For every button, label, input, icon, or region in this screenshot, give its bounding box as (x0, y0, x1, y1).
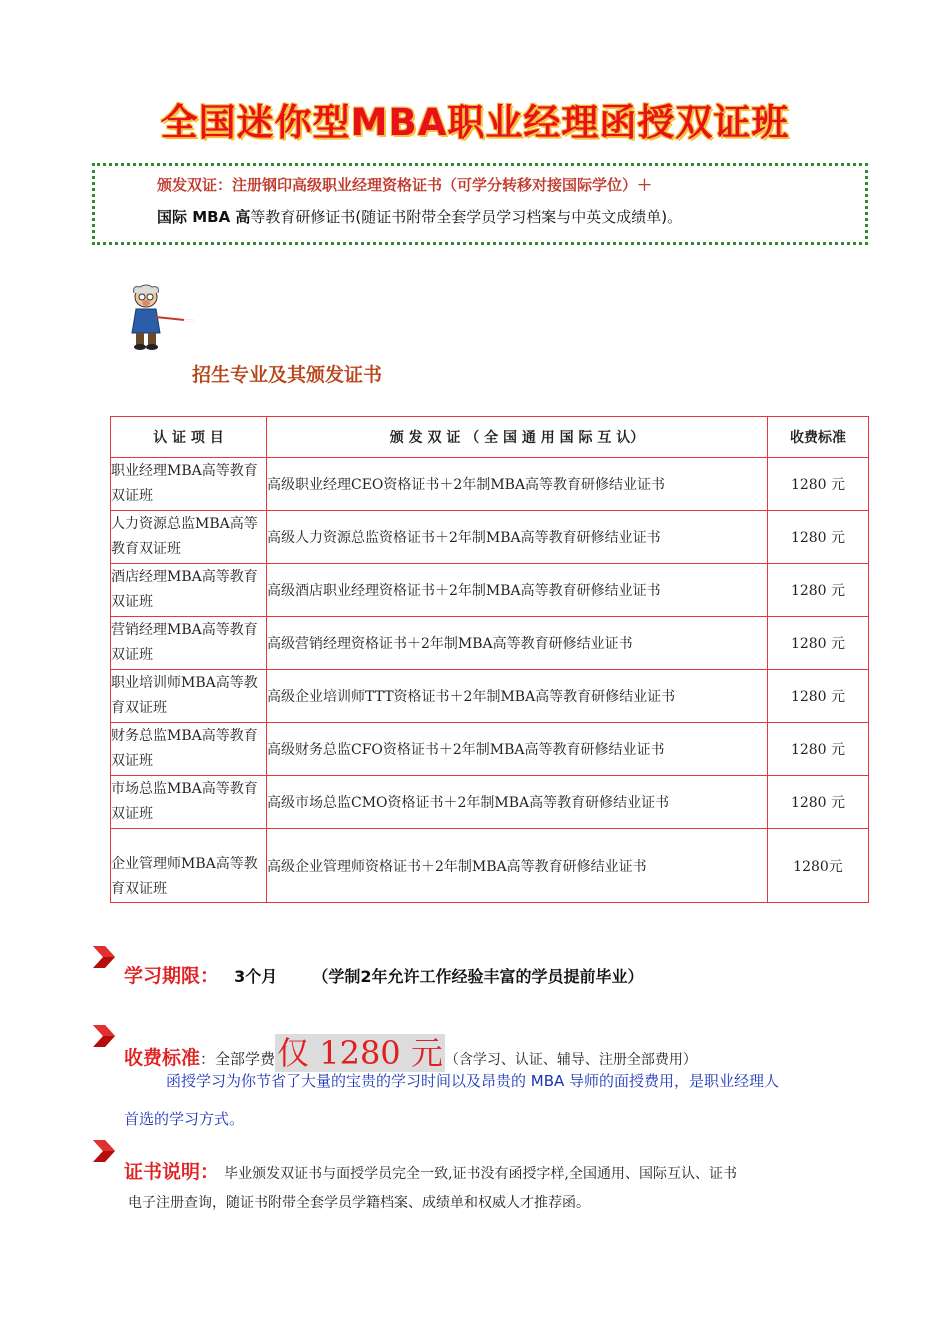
table-row (111, 458, 869, 511)
fee-note-line-2: 首选的学习方式。 (124, 1110, 245, 1128)
program-fee: 1280 元 (768, 723, 869, 776)
fee-prefix: 全部学费 (215, 1050, 276, 1068)
header-program: 认 证 项 目 (111, 417, 267, 458)
fee-colon: ： (200, 1050, 216, 1068)
cert-note-text-1: 毕业颁发双证书与面授学员完全一致,证书没有函授字样,全国通用、国际互认、证书 (224, 1166, 738, 1182)
program-fee: 1280 元 (768, 564, 869, 617)
cert-note-line-2: 电子注册查询，随证书附带全套学员学籍档案、成绩单和权威人才推荐函。 (128, 1195, 590, 1211)
table-header-row (111, 417, 869, 458)
program-fee: 1280 元 (768, 670, 869, 723)
majors-table (110, 416, 869, 903)
table-row (111, 776, 869, 829)
program-name: 职业培训师MBA高等教育双证班 (111, 670, 267, 723)
arrow-bullet-icon (91, 944, 117, 970)
program-fee: 1280 元 (768, 511, 869, 564)
study-period-value: 3个月 (234, 967, 278, 986)
fee-line (124, 1028, 697, 1074)
program-name: 职业经理MBA高等教育双证班 (111, 458, 267, 511)
arrow-bullet-icon (91, 1023, 117, 1049)
dual-certificate-box (92, 163, 868, 245)
cert-box-line-1: 颁发双证：注册钢印高级职业经理资格证书（可学分转移对接国际学位）＋ (157, 176, 653, 194)
program-certificate: 高级企业培训师TTT资格证书＋2年制MBA高等教育研修结业证书 (267, 670, 768, 723)
program-certificate: 高级职业经理CEO资格证书＋2年制MBA高等教育研修结业证书 (267, 458, 768, 511)
program-fee: 1280 元 (768, 458, 869, 511)
fee-price: 仅 1280 元 (277, 1034, 443, 1072)
table-row (111, 564, 869, 617)
fee-note-line-1: 函授学习为你节省了大量的宝贵的学习时间以及昂贵的 MBA 导师的面授费用，是职业经理人 (166, 1072, 780, 1090)
study-period-note: （学制2年允许工作经验丰富的学员提前毕业） (312, 967, 644, 986)
cert-box-line-2 (157, 206, 682, 227)
program-name: 营销经理MBA高等教育双证班 (111, 617, 267, 670)
program-fee: 1280元 (768, 829, 869, 903)
program-name: 人力资源总监MBA高等教育双证班 (111, 511, 267, 564)
page-title: 全国迷你型MBA职业经理函授双证班 (160, 101, 790, 144)
program-name: 企业管理师MBA高等教育双证班 (111, 829, 267, 903)
program-fee: 1280 元 (768, 617, 869, 670)
study-period-label: 学习期限： (124, 965, 220, 987)
fee-suffix: （含学习、认证、辅导、注册全部费用） (444, 1052, 697, 1068)
program-certificate: 高级企业管理师资格证书＋2年制MBA高等教育研修结业证书 (267, 829, 768, 903)
header-fee: 收费标准 (768, 417, 869, 458)
header-certificates: 颁 发 双 证 （ 全 国 通 用 国 际 互 认） (267, 417, 768, 458)
professor-mascot-icon (124, 283, 196, 351)
program-certificate: 高级酒店职业经理资格证书＋2年制MBA高等教育研修结业证书 (267, 564, 768, 617)
program-certificate: 高级人力资源总监资格证书＋2年制MBA高等教育研修结业证书 (267, 511, 768, 564)
cert-note-line-1 (124, 1157, 737, 1184)
table-row (111, 511, 869, 564)
table-row (111, 829, 869, 903)
program-name: 市场总监MBA高等教育双证班 (111, 776, 267, 829)
cert-box-line-2-rest: 等教育研修证书(随证书附带全套学员学习档案与中英文成绩单)。 (250, 208, 683, 226)
program-name: 财务总监MBA高等教育双证班 (111, 723, 267, 776)
program-fee: 1280 元 (768, 776, 869, 829)
fee-label: 收费标准 (124, 1047, 201, 1069)
cert-box-line-2-bold: 国际 MBA 高 (157, 208, 251, 226)
program-certificate: 高级营销经理资格证书＋2年制MBA高等教育研修结业证书 (267, 617, 768, 670)
table-row (111, 723, 869, 776)
cert-note-label: 证书说明： (124, 1161, 220, 1183)
study-period-line (124, 961, 643, 988)
table-row (111, 670, 869, 723)
program-name: 酒店经理MBA高等教育双证班 (111, 564, 267, 617)
program-certificate: 高级市场总监CMO资格证书＋2年制MBA高等教育研修结业证书 (267, 776, 768, 829)
arrow-bullet-icon (91, 1138, 117, 1164)
program-certificate: 高级财务总监CFO资格证书＋2年制MBA高等教育研修结业证书 (267, 723, 768, 776)
table-row (111, 617, 869, 670)
section-title: 招生专业及其颁发证书 (192, 364, 383, 386)
